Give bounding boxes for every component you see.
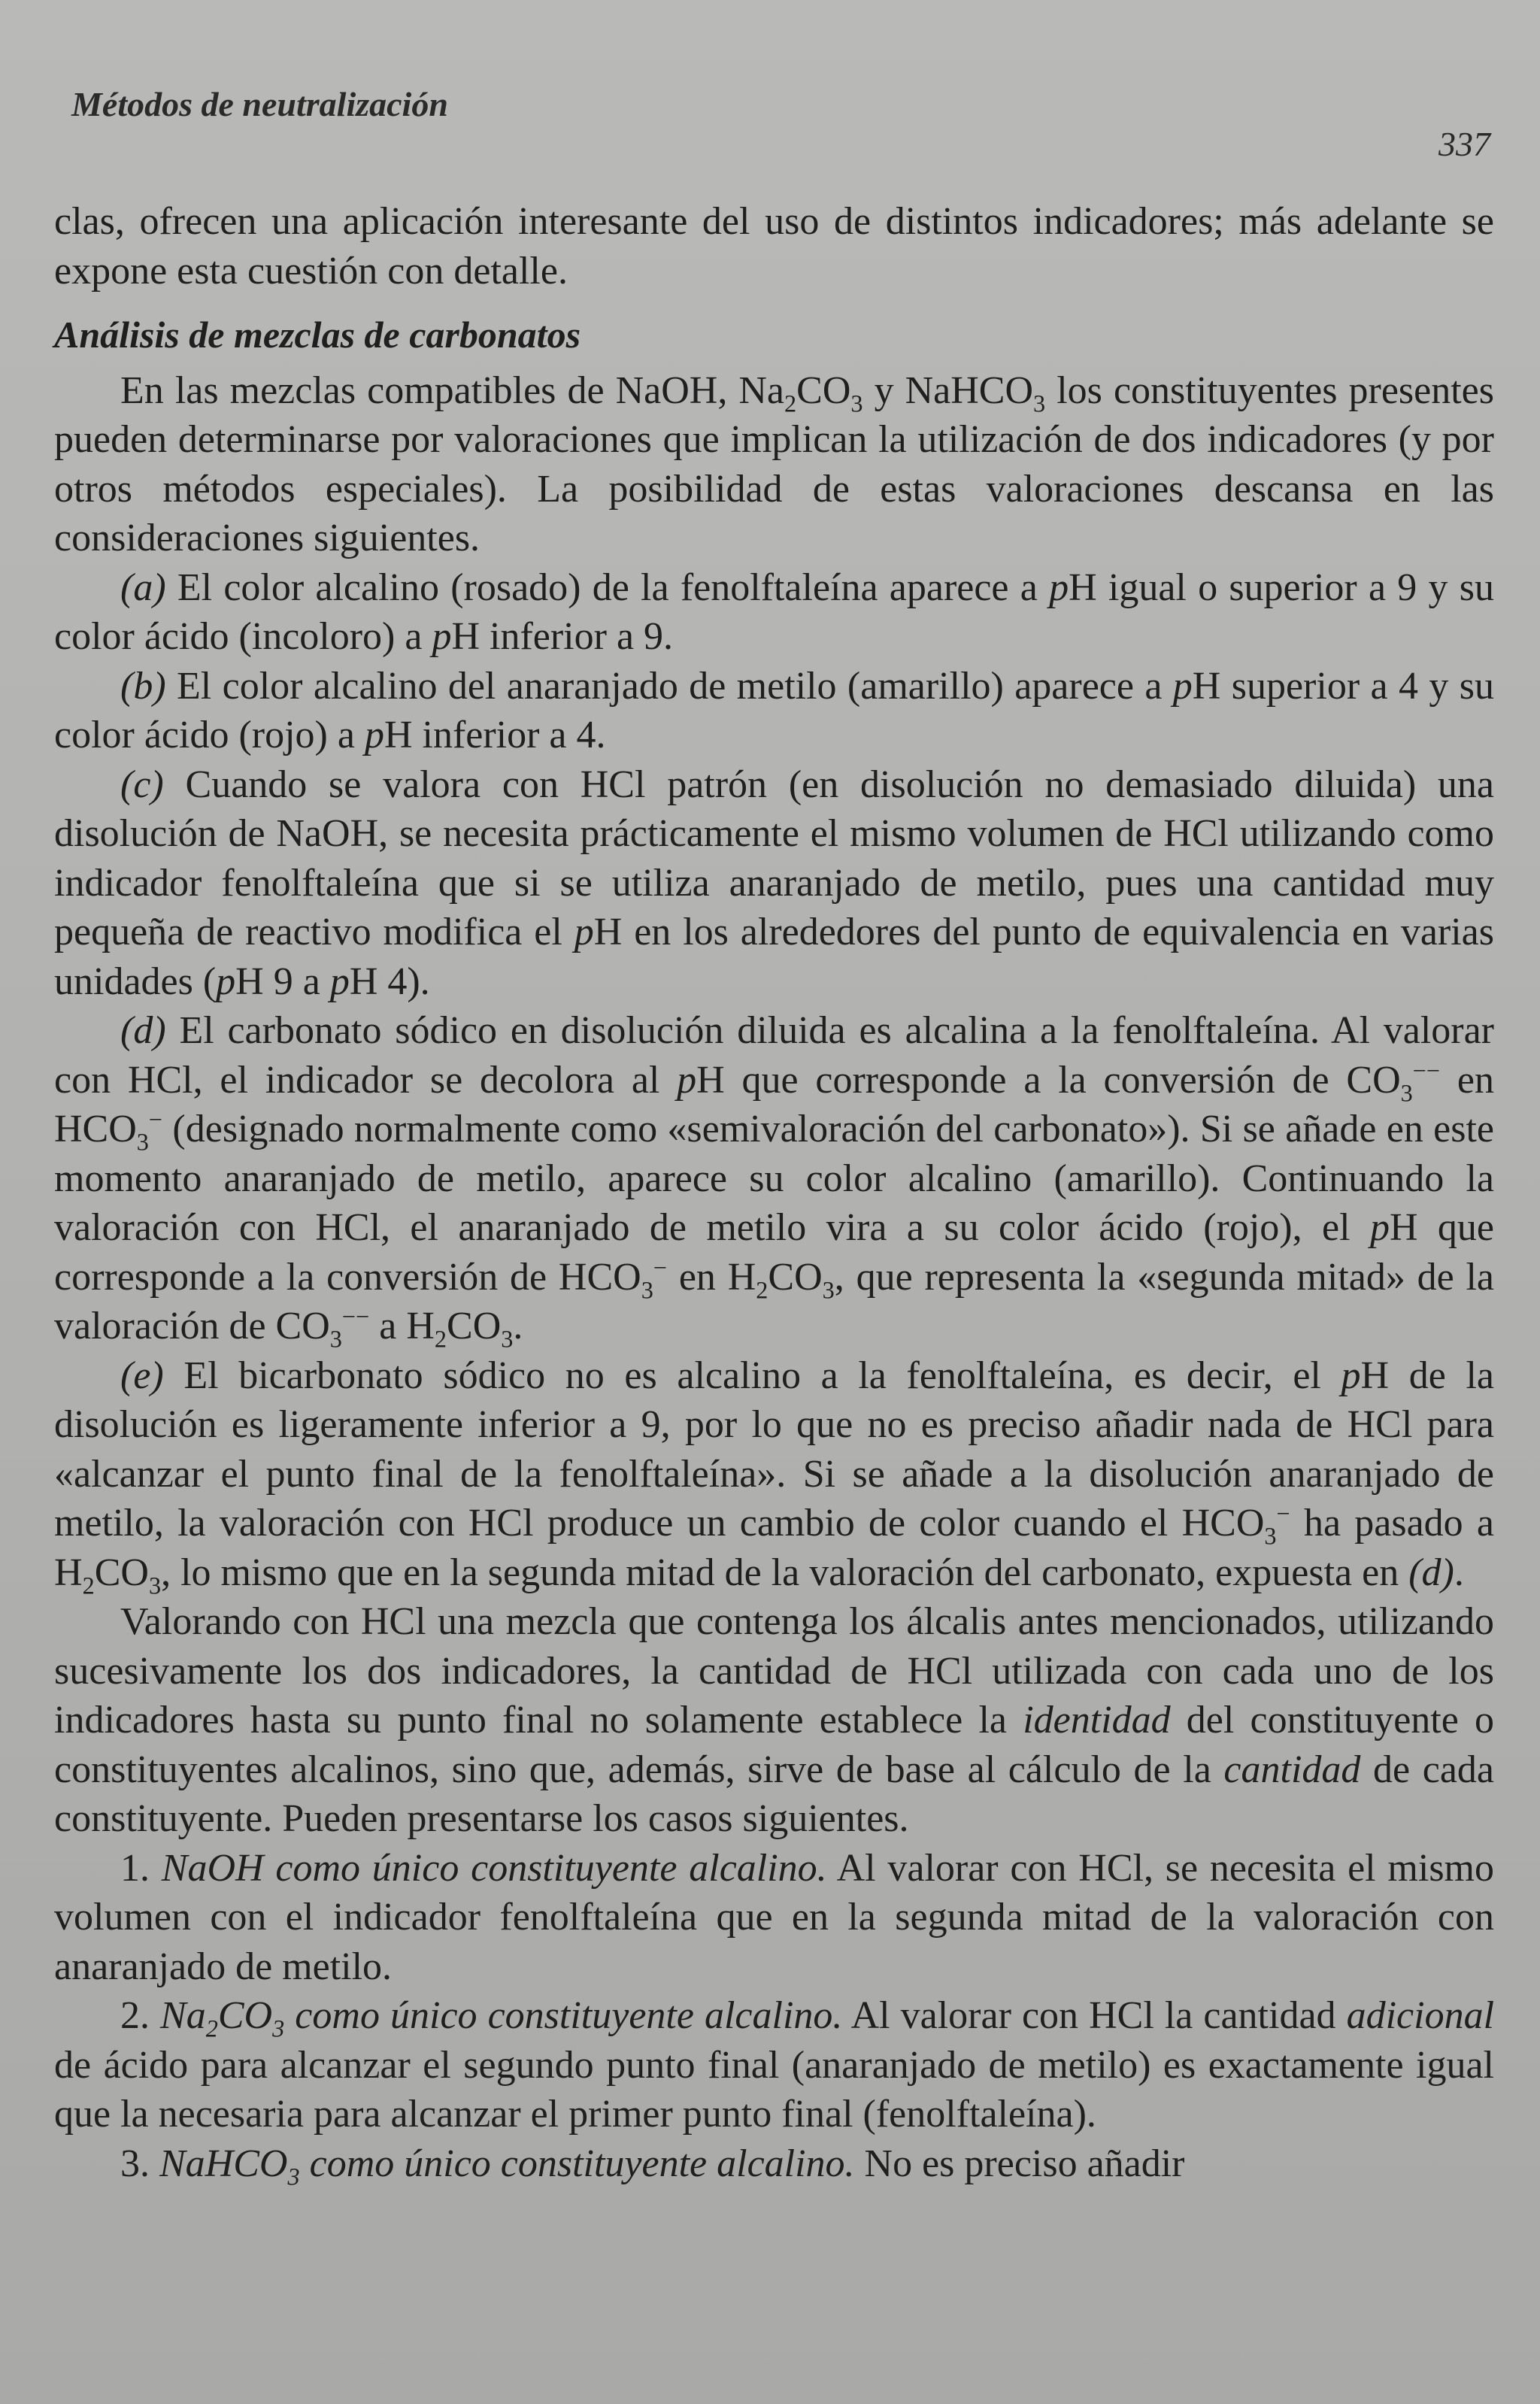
case-title: NaHCO$_3$ como único constituyente alcalino. [150, 2142, 855, 2190]
case-title: $Na_2CO_3$ como único constituyente alcalino. [150, 1994, 843, 2042]
item-label: (e) [120, 1354, 164, 1397]
item-label: (d) [120, 1009, 166, 1052]
case-3: 3. NaHCO$_3$ como único constituyente alcalino. No es preciso añadir [120, 2142, 1185, 2190]
case-title: NaOH como único constituyente alcalino. [150, 1846, 827, 1890]
running-title: Métodos de neutralización [71, 85, 448, 123]
paragraph-b: (b) El color alcalino del anaranjado de metilo (amarillo) aparece a pH superior a 4 y su color ácido (rojo) a pH inferior a 4. [54, 664, 1494, 756]
section-heading: Análisis de mezclas de carbonatos [54, 314, 581, 356]
paragraph-intro: En las mezclas compatibles de NaOH, $Na_2CO_3$ y NaHCO$_3$ los constituyentes presentes pueden determinarse por valoraciones que implican la utilización de dos indicadores (y por otros métodos especiales). La posibilidad de estas valoraciones descansa en las consideraciones siguientes. [54, 368, 1494, 559]
paragraph-e: (e) El bicarbonato sódico no es alcalino a la fenolftaleína, es decir, el pH de la disolución es ligeramente inferior a 9, por lo que no es preciso añadir nada de HCl para «alcanzar el punto final de la fenolftaleína». Si se añade a la disolución anaranjado de metilo, la valoración con HCl produce un cambio de color cuando el $HCO_3^-$ ha pasado a $H_2CO_3$, lo mismo que en la segunda mitad de la valoración del carbonato, expuesta en (d). [54, 1354, 1494, 1599]
paragraph-c: (c) Cuando se valora con HCl patrón (en disolución no demasiado diluida) una disolución de NaOH, se necesita prácticamente el mismo volumen de HCl utilizando como indicador fenolftaleína que si se utiliza anaranjado de metilo, pues una cantidad muy pequeña de reactivo modifica el pH en los alrededores del punto de equivalencia en varias unidades (pH 9 a pH 4). [54, 762, 1494, 1003]
paragraph-d: (d) El carbonato sódico en disolución diluida es alcalina a la fenolftaleína. Al valorar con HCl, el indicador se decolora al pH que corresponde a la conversión de $CO_3^{--}$ en $HCO_3^-$ (designado normalmente como «semivaloración del carbonato»). Si se añade en este momento anaranjado de metilo, aparece su color alcalino (amarillo). Continuando la valoración con HCl, el anaranjado de metilo vira a su color ácido (rojo), el pH que corresponde a la conversión de $HCO_3^-$ en $H_2CO_3$, que representa la «segunda mitad» de la valoración de $CO_3^{--}$ a $H_2CO_3$. [54, 1009, 1495, 1353]
item-label: (a) [120, 565, 166, 609]
paragraph-continuation: clas, ofrecen una aplicación interesante del uso de distintos indicadores; más adelante se expone esta cuestión con detalle. [54, 200, 1494, 293]
body-text [54, 197, 1494, 2188]
paragraph-valorando: Valorando con HCl una mezcla que contenga los álcalis antes mencionados, utilizando sucesivamente los dos indicadores, la cantidad de HCl utilizada con cada uno de los indicadores hasta su punto final no solamente establece la identidad del constituyente o constituyentes alcalinos, sino que, además, sirve de base al cálculo de la cantidad de cada constituyente. Pueden presentarse los casos siguientes. [54, 1600, 1494, 1840]
case-2: 2. $Na_2CO_3$ como único constituyente alcalino. Al valorar con HCl la cantidad adicional de ácido para alcanzar el segundo punto final (anaranjado de metilo) es exactamente igual que la necesaria para alcanzar el primer punto final (fenolftaleína). [54, 1994, 1495, 2136]
item-label: (c) [120, 762, 164, 806]
item-label: (b) [120, 664, 166, 708]
page-number: 337 [1438, 125, 1490, 163]
paragraph-a: (a) El color alcalino (rosado) de la fenolftaleína aparece a pH igual o superior a 9 y su color ácido (incoloro) a pH inferior a 9. [54, 565, 1494, 658]
case-1: 1. NaOH como único constituyente alcalino. Al valorar con HCl, se necesita el mismo volumen con el indicador fenolftaleína que en la segunda mitad de la valoración con anaranjado de metilo. [54, 1846, 1494, 1988]
